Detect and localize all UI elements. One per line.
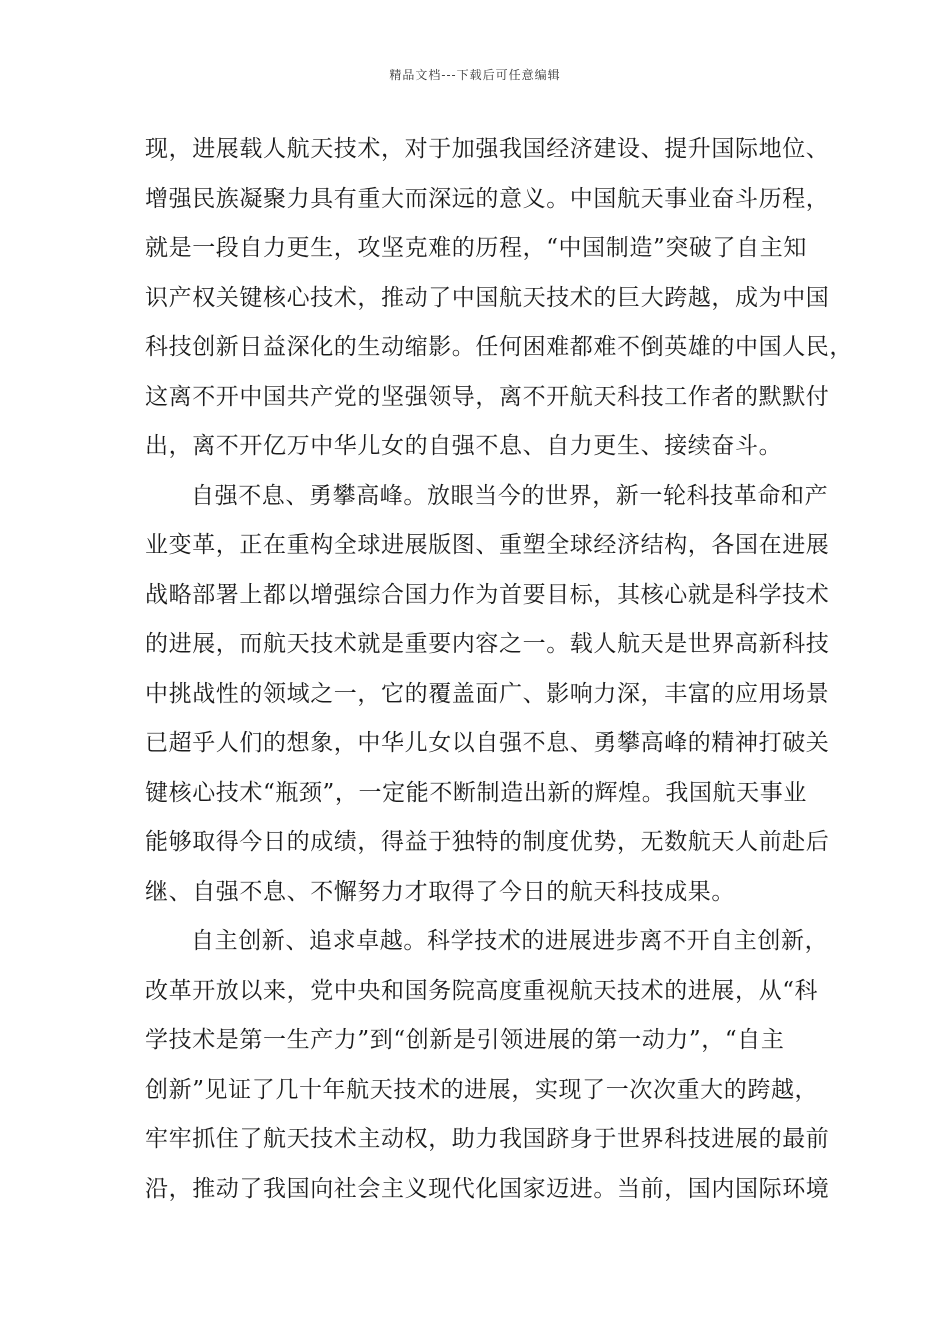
paragraph-first-line: 自强不息、勇攀高峰。放眼当今的世界，新一轮科技革命和产 xyxy=(191,482,829,509)
page-header: 精品文档---下载后可任意编辑 xyxy=(389,68,561,82)
text-line: 中挑战性的领域之一，它的覆盖面广、影响力深，丰富的应用场景 xyxy=(145,680,830,707)
text-line: 能够取得今日的成绩，得益于独特的制度优势，无数航天人前赴后 xyxy=(145,829,830,855)
text-line: 业变革，正在重构全球进展版图、重塑全球经济结构，各国在进展 xyxy=(145,532,830,558)
text-line: 增强民族凝聚力具有重大而深远的意义。中国航天事业奋斗历程， xyxy=(145,185,830,212)
text-line: 改革开放以来，党中央和国务院高度重视航天技术的进展，从“科 xyxy=(145,977,819,1004)
text-line: 这离不开中国共产党的坚强领导，离不开航天科技工作者的默默付 xyxy=(145,383,830,410)
text-line: 识产权关键核心技术，推动了中国航天技术的巨大跨越，成为中国 xyxy=(145,284,830,311)
text-line: 出，离不开亿万中华儿女的自强不息、自力更生、接续奋斗。 xyxy=(145,433,783,459)
paragraph-first-line: 自主创新、追求卓越。科学技术的进展进步离不开自主创新， xyxy=(191,928,829,954)
text-line: 战略部署上都以增强综合国力作为首要目标，其核心就是科学技术 xyxy=(145,581,830,608)
text-line: 学技术是第一生产力”到“创新是引领进展的第一动力”，“自主 xyxy=(145,1027,785,1053)
text-line: 的进展，而航天技术就是重要内容之一。载人航天是世界高新科技 xyxy=(145,631,830,657)
text-line: 就是一段自力更生，攻坚克难的历程，“中国制造”突破了自主知 xyxy=(145,235,807,261)
text-line: 继、自强不息、不懈努力才取得了今日的航天科技成果。 xyxy=(145,878,735,905)
text-line: 现，进展载人航天技术，对于加强我国经济建设、提升国际地位、 xyxy=(145,136,830,162)
document-body xyxy=(145,125,853,1214)
text-line: 牢牢抓住了航天技术主动权，助力我国跻身于世界科技进展的最前 xyxy=(145,1126,830,1152)
text-line: 创新”见证了几十年航天技术的进展，实现了一次次重大的跨越， xyxy=(145,1076,819,1103)
text-line: 键核心技术“瓶颈”，一定能不断制造出新的辉煌。我国航天事业 xyxy=(145,779,807,806)
text-line: 沿，推动了我国向社会主义现代化国家迈进。当前，国内国际环境 xyxy=(145,1175,830,1202)
text-line: 已超乎人们的想象，中华儿女以自强不息、勇攀高峰的精神打破关 xyxy=(145,730,830,756)
text-line: 科技创新日益深化的生动缩影。任何困难都难不倒英雄的中国人民， xyxy=(145,334,853,360)
